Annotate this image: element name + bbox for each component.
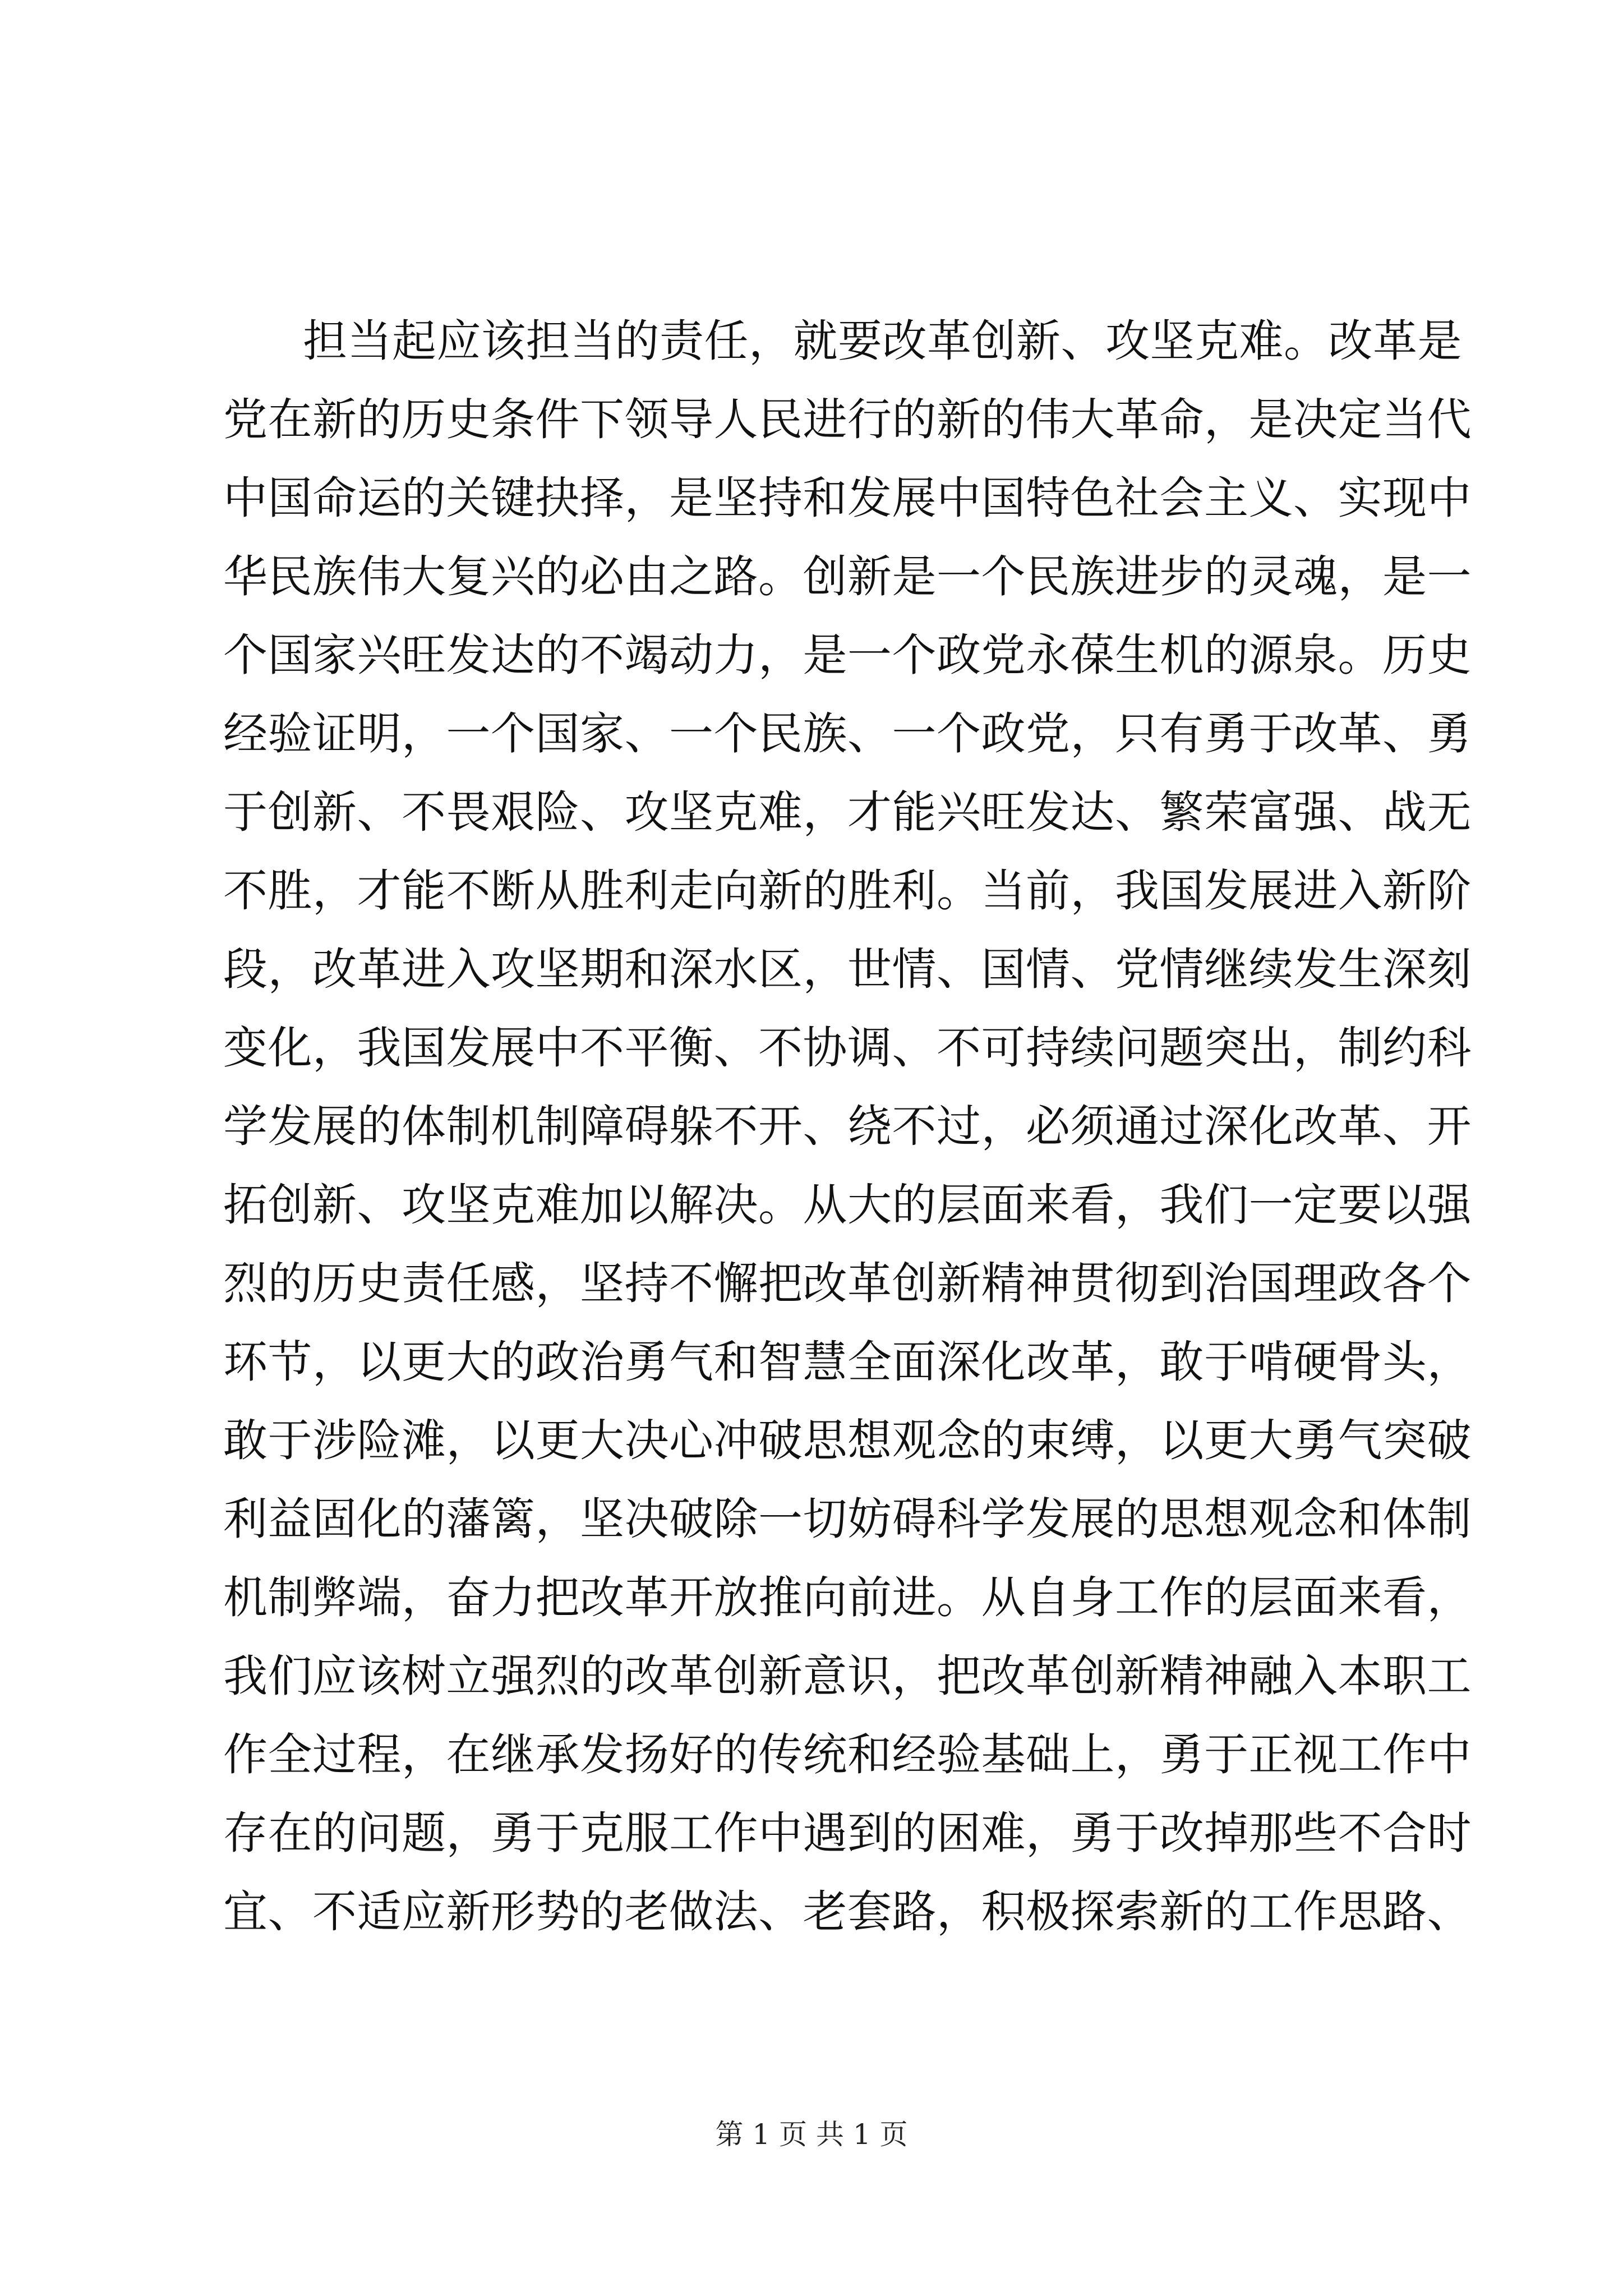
paragraph-line: 宜、不适应新形势的老做法、老套路，积极探索新的工作思路、	[223, 1886, 1472, 1938]
paragraph-line: 存在的问题，勇于克服工作中遇到的困难，勇于改掉那些不合时	[223, 1807, 1472, 1859]
paragraph-line: 烈的历史责任感，坚持不懈把改革创新精神贯彻到治国理政各个	[223, 1258, 1472, 1309]
paragraph-line: 变化，我国发展中不平衡、不协调、不可持续问题突出，制约科	[223, 1022, 1472, 1074]
paragraph-line: 党在新的历史条件下领导人民进行的新的伟大革命，是决定当代	[223, 394, 1472, 445]
paragraph-line: 我们应该树立强烈的改革创新意识，把改革创新精神融入本职工	[223, 1650, 1472, 1702]
paragraph-line: 中国命运的关键抉择，是坚持和发展中国特色社会主义、实现中	[223, 472, 1472, 524]
paragraph-line: 拓创新、攻坚克难加以解决。从大的层面来看，我们一定要以强	[223, 1179, 1472, 1231]
paragraph-line: 学发展的体制机制障碍躲不开、绕不过，必须通过深化改革、开	[223, 1101, 1472, 1152]
page-footer: 第 1 页 共 1 页	[715, 2118, 908, 2151]
paragraph-line: 于创新、不畏艰险、攻坚克难，才能兴旺发达、繁荣富强、战无	[223, 786, 1472, 838]
paragraph-line: 作全过程，在继承发扬好的传统和经验基础上，勇于正视工作中	[223, 1729, 1472, 1780]
paragraph-line: 个国家兴旺发达的不竭动力，是一个政党永葆生机的源泉。历史	[223, 629, 1472, 681]
paragraph-line: 担当起应该担当的责任，就要改革创新、攻坚克难。改革是	[303, 315, 1462, 367]
paragraph-line: 华民族伟大复兴的必由之路。创新是一个民族进步的灵魂，是一	[223, 551, 1472, 602]
paragraph-line: 环节，以更大的政治勇气和智慧全面深化改革，敢于啃硬骨头，	[223, 1336, 1472, 1388]
paragraph-line: 敢于涉险滩，以更大决心冲破思想观念的束缚，以更大勇气突破	[223, 1415, 1472, 1466]
paragraph-line: 利益固化的藩篱，坚决破除一切妨碍科学发展的思想观念和体制	[223, 1493, 1472, 1545]
paragraph-line: 机制弊端，奋力把改革开放推向前进。从自身工作的层面来看，	[223, 1572, 1472, 1623]
paragraph-line: 段，改革进入攻坚期和深水区，世情、国情、党情继续发生深刻	[223, 944, 1472, 995]
paragraph-line: 经验证明，一个国家、一个民族、一个政党，只有勇于改革、勇	[223, 708, 1472, 760]
paragraph-line: 不胜，才能不断从胜利走向新的胜利。当前，我国发展进入新阶	[223, 865, 1472, 917]
